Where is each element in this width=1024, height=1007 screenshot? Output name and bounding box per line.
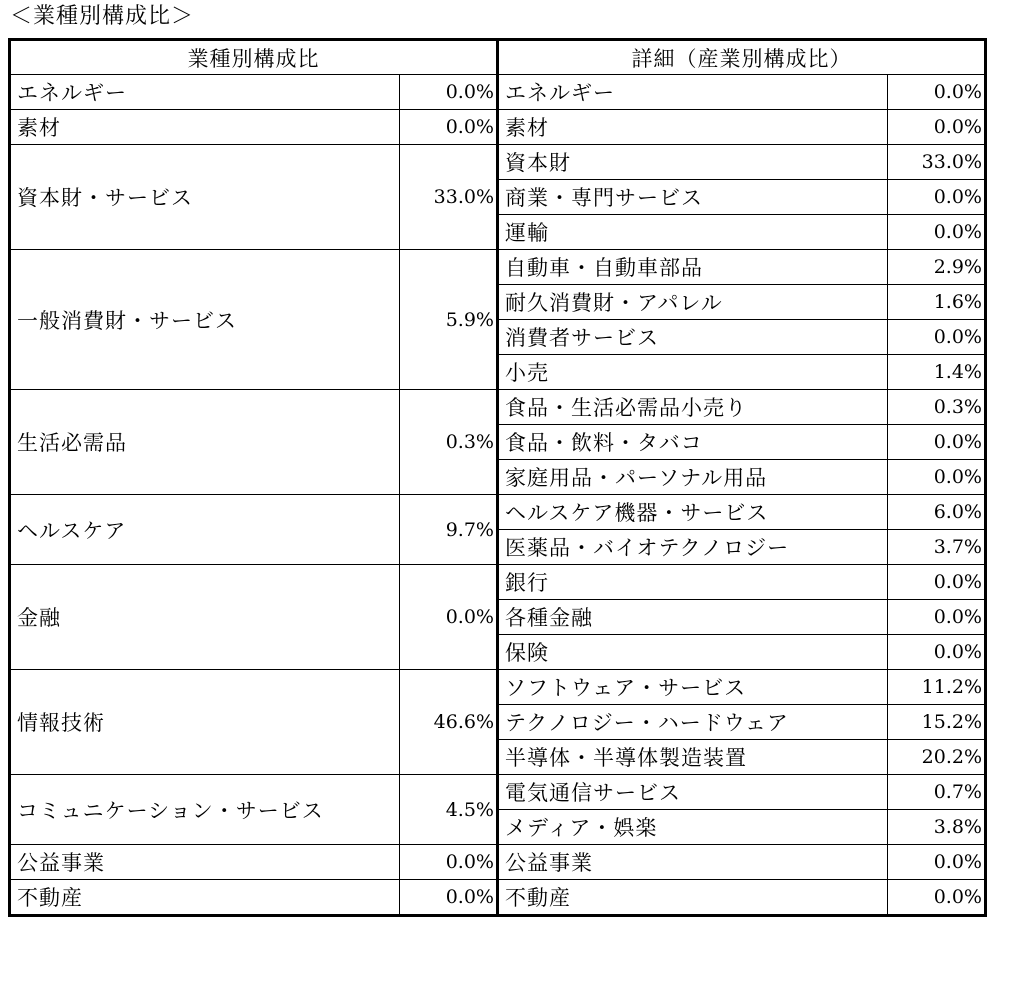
industry-percentage: 2.9% — [888, 250, 986, 285]
table-row — [10, 670, 986, 705]
industry-name: 素材 — [498, 110, 888, 145]
industry-name: 保険 — [498, 635, 888, 670]
sector-name: 生活必需品 — [10, 390, 400, 495]
sector-name: ヘルスケア — [10, 495, 400, 565]
industry-percentage: 0.0% — [888, 880, 986, 916]
sector-percentage: 0.3% — [400, 390, 498, 495]
table-body — [10, 75, 986, 916]
industry-percentage: 0.0% — [888, 600, 986, 635]
industry-name: メディア・娯楽 — [498, 810, 888, 845]
sector-percentage: 5.9% — [400, 250, 498, 390]
sector-percentage: 0.0% — [400, 845, 498, 880]
header-industry-detail: 詳細（産業別構成比） — [498, 40, 986, 75]
industry-percentage: 3.7% — [888, 530, 986, 565]
industry-percentage: 0.7% — [888, 775, 986, 810]
industry-percentage: 20.2% — [888, 740, 986, 775]
industry-percentage: 6.0% — [888, 495, 986, 530]
sector-percentage: 0.0% — [400, 110, 498, 145]
table-header-row — [10, 40, 986, 75]
industry-name: エネルギー — [498, 75, 888, 110]
table-row — [10, 775, 986, 810]
industry-name: 自動車・自動車部品 — [498, 250, 888, 285]
industry-name: ソフトウェア・サービス — [498, 670, 888, 705]
industry-percentage: 0.0% — [888, 425, 986, 460]
sector-percentage: 0.0% — [400, 880, 498, 916]
industry-percentage: 0.0% — [888, 635, 986, 670]
industry-name: ヘルスケア機器・サービス — [498, 495, 888, 530]
industry-percentage: 0.0% — [888, 75, 986, 110]
industry-name: テクノロジー・ハードウェア — [498, 705, 888, 740]
industry-percentage: 0.0% — [888, 320, 986, 355]
sector-name: 情報技術 — [10, 670, 400, 775]
table-row — [10, 390, 986, 425]
sector-name: 公益事業 — [10, 845, 400, 880]
sector-name: 素材 — [10, 110, 400, 145]
industry-name: 家庭用品・パーソナル用品 — [498, 460, 888, 495]
sector-name: 不動産 — [10, 880, 400, 916]
industry-name: 小売 — [498, 355, 888, 390]
industry-name: 消費者サービス — [498, 320, 888, 355]
industry-name: 不動産 — [498, 880, 888, 916]
industry-percentage: 1.6% — [888, 285, 986, 320]
sector-name: コミュニケーション・サービス — [10, 775, 400, 845]
industry-percentage: 15.2% — [888, 705, 986, 740]
industry-name: 耐久消費財・アパレル — [498, 285, 888, 320]
industry-name: 医薬品・バイオテクノロジー — [498, 530, 888, 565]
industry-name: 公益事業 — [498, 845, 888, 880]
sector-name: 金融 — [10, 565, 400, 670]
industry-name: 商業・専門サービス — [498, 180, 888, 215]
industry-name: 電気通信サービス — [498, 775, 888, 810]
sector-name: 一般消費財・サービス — [10, 250, 400, 390]
industry-name: 銀行 — [498, 565, 888, 600]
sector-percentage: 0.0% — [400, 75, 498, 110]
industry-name: 食品・飲料・タバコ — [498, 425, 888, 460]
table-row — [10, 110, 986, 145]
sector-name: エネルギー — [10, 75, 400, 110]
sector-percentage: 9.7% — [400, 495, 498, 565]
table-row — [10, 880, 986, 916]
industry-name: 資本財 — [498, 145, 888, 180]
sector-percentage: 46.6% — [400, 670, 498, 775]
industry-name: 半導体・半導体製造装置 — [498, 740, 888, 775]
sector-percentage: 4.5% — [400, 775, 498, 845]
industry-percentage: 3.8% — [888, 810, 986, 845]
industry-percentage: 0.0% — [888, 215, 986, 250]
sector-composition-table — [8, 38, 987, 917]
table-row — [10, 845, 986, 880]
sector-percentage: 0.0% — [400, 565, 498, 670]
table-row — [10, 495, 986, 530]
industry-name: 運輸 — [498, 215, 888, 250]
industry-percentage: 1.4% — [888, 355, 986, 390]
industry-percentage: 11.2% — [888, 670, 986, 705]
industry-percentage: 0.0% — [888, 845, 986, 880]
industry-percentage: 0.0% — [888, 180, 986, 215]
industry-name: 各種金融 — [498, 600, 888, 635]
industry-percentage: 33.0% — [888, 145, 986, 180]
header-sector-composition: 業種別構成比 — [10, 40, 498, 75]
industry-percentage: 0.0% — [888, 460, 986, 495]
sector-name: 資本財・サービス — [10, 145, 400, 250]
table-row — [10, 145, 986, 180]
industry-percentage: 0.0% — [888, 565, 986, 600]
industry-percentage: 0.0% — [888, 110, 986, 145]
sector-percentage: 33.0% — [400, 145, 498, 250]
table-caption: ＜業種別構成比＞ — [10, 4, 195, 29]
table-row — [10, 250, 986, 285]
table-row — [10, 565, 986, 600]
table-row — [10, 75, 986, 110]
industry-percentage: 0.3% — [888, 390, 986, 425]
industry-name: 食品・生活必需品小売り — [498, 390, 888, 425]
